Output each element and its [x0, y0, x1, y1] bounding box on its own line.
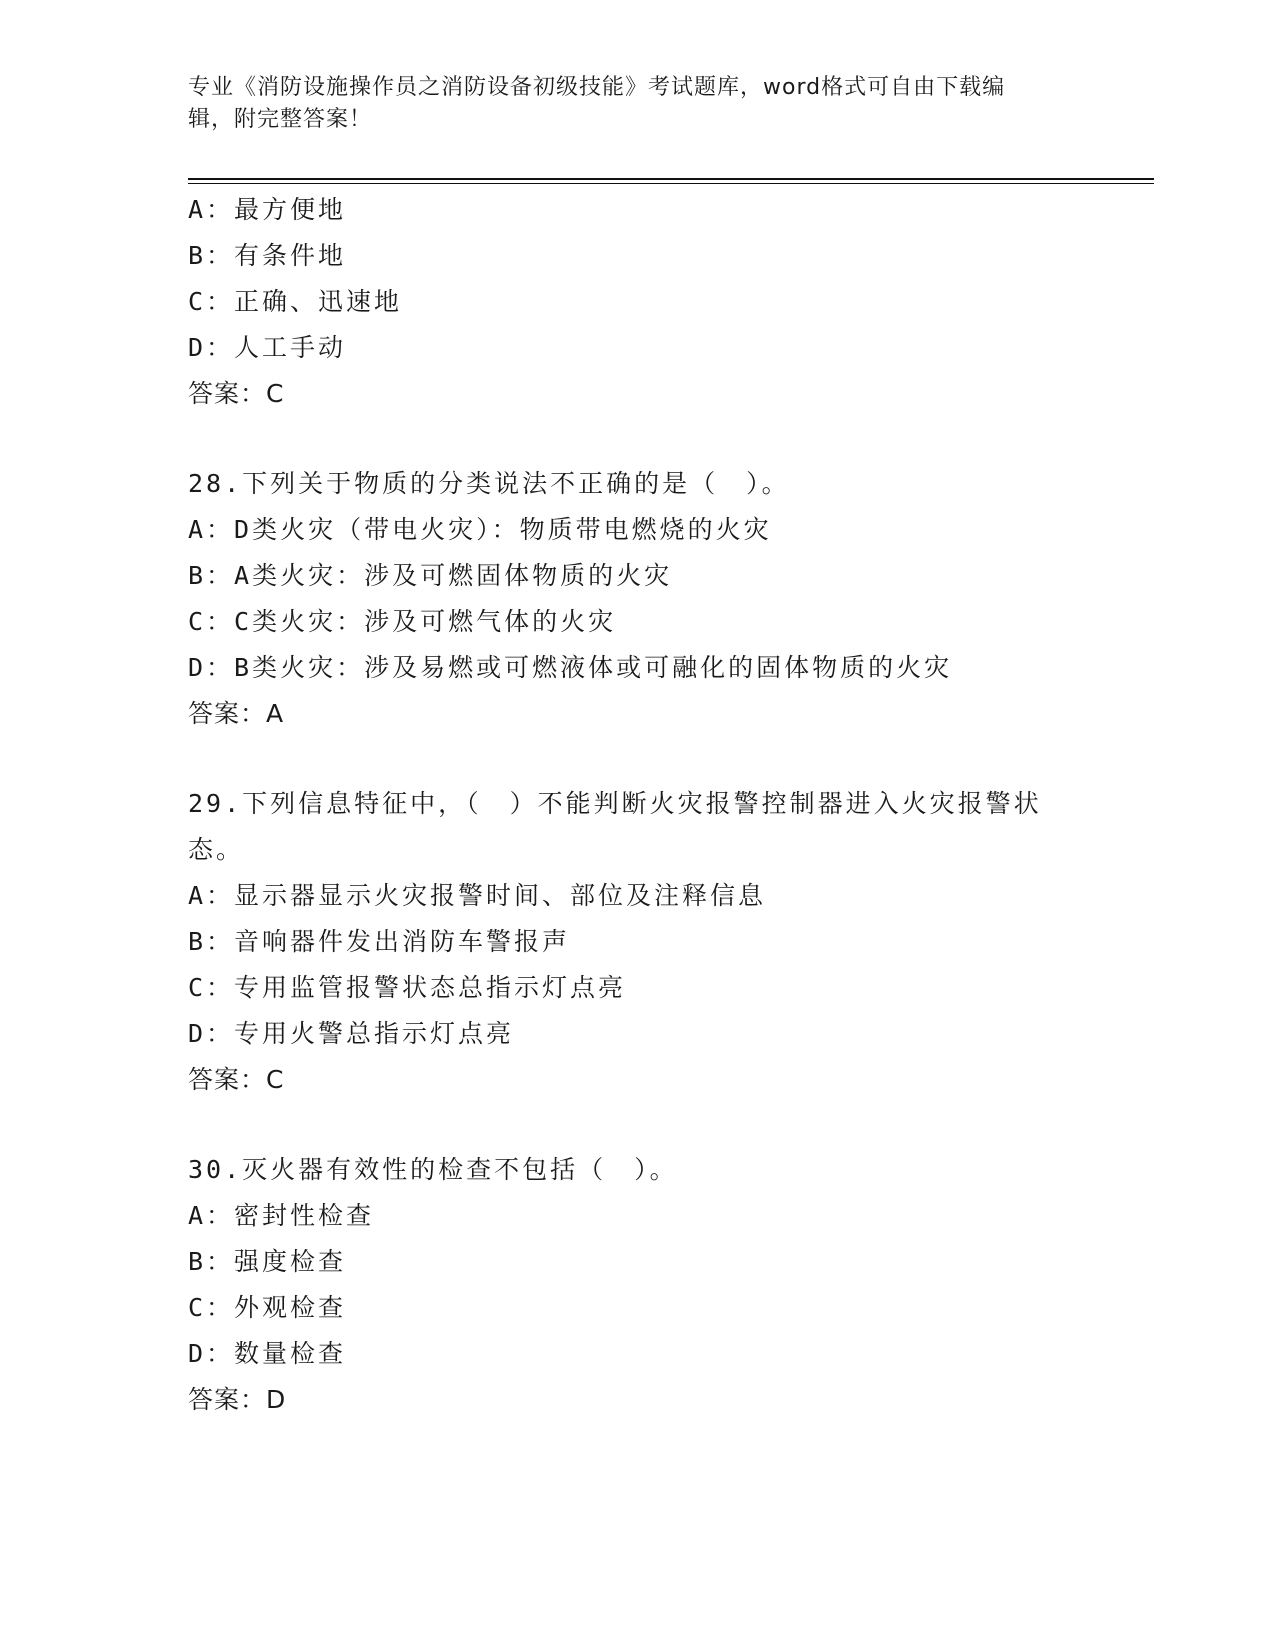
- option-d: D：专用火警总指示灯点亮: [188, 1019, 515, 1048]
- option-a: A：显示器显示火灾报警时间、部位及注释信息: [188, 881, 767, 910]
- question-text-line-2: 态。: [188, 835, 245, 864]
- option-c: C：外观检查: [188, 1293, 347, 1322]
- question-list: [188, 187, 1088, 1423]
- question-27: [188, 187, 1088, 417]
- question-29: [188, 781, 1088, 1103]
- question-text: 28.下列关于物质的分类说法不正确的是（ ）。: [188, 469, 790, 498]
- option-a: A：最方便地: [188, 195, 347, 224]
- option-b: B：强度检查: [188, 1247, 347, 1276]
- answer: 答案：C: [188, 1065, 285, 1094]
- option-d: D：人工手动: [188, 333, 347, 362]
- option-a: A：密封性检查: [188, 1201, 375, 1230]
- option-b: B：A类火灾：涉及可燃固体物质的火灾: [188, 561, 673, 590]
- option-c: C：C类火灾：涉及可燃气体的火灾: [188, 607, 617, 636]
- answer: 答案：A: [188, 699, 285, 728]
- question-text: 30.灭火器有效性的检查不包括（ ）。: [188, 1155, 678, 1184]
- option-d: D：B类火灾：涉及易燃或可燃液体或可融化的固体物质的火灾: [188, 653, 953, 682]
- option-c: C：专用监管报警状态总指示灯点亮: [188, 973, 627, 1002]
- header-line-2: 辑，附完整答案！: [188, 107, 373, 132]
- header-line-1: 专业《消防设施操作员之消防设备初级技能》考试题库，word格式可自由下载编: [188, 75, 1006, 100]
- option-b: B：音响器件发出消防车警报声: [188, 927, 571, 956]
- answer: 答案：D: [188, 1385, 287, 1414]
- header-rule-thin: [188, 183, 1154, 184]
- question-30: [188, 1147, 1088, 1423]
- question-28: [188, 461, 1088, 737]
- document-header: [188, 72, 1068, 136]
- answer: 答案：C: [188, 379, 285, 408]
- question-text-line-1: 29.下列信息特征中，（ ）不能判断火灾报警控制器进入火灾报警状: [188, 789, 1042, 818]
- option-c: C：正确、迅速地: [188, 287, 403, 316]
- option-d: D：数量检查: [188, 1339, 347, 1368]
- option-b: B：有条件地: [188, 241, 347, 270]
- option-a: A：D类火灾（带电火灾）：物质带电燃烧的火灾: [188, 515, 772, 544]
- header-rule-thick: [188, 178, 1154, 180]
